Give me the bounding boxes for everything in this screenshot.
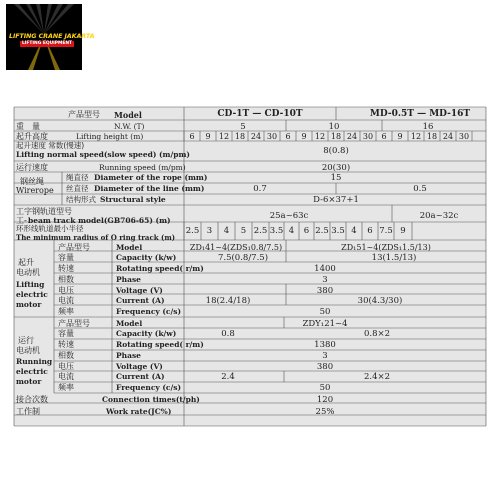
rope-diam-label-en: Diameter of the rope (mm) [94,173,208,182]
model-md: MD-0.5T — MD-16T [369,109,471,119]
work-value: 25% [315,407,335,417]
rm-voltage-label-cn: 电压 [58,362,74,371]
running-motor-en-2: electric [16,367,48,376]
struct-value: D-6×37+1 [313,195,359,205]
rm-phase-label-cn: 相数 [58,351,74,360]
ibeam-value-cd: 25a~63c [269,211,309,221]
rm-current-label-cn: 电流 [58,372,74,381]
rm-model: ZDY₁21~4 [302,319,348,329]
lm-current-cd: 18(2.4/18) [205,296,251,306]
run-speed-value: 20(30) [321,163,351,173]
lift-height-cell: 6 [285,132,291,141]
line-diam-value-md: 0.5 [413,184,427,194]
line-diam-label-en: Diameter of the line (mm) [94,184,205,193]
lm-model-label-en: Model [116,243,143,252]
lm-rot-label-cn: 转速 [58,264,74,273]
radius-cell: 4 [351,226,357,236]
rm-phase-label-en: Phase [116,351,141,360]
lm-voltage-label-en: Voltage (V) [116,286,163,295]
rm-rot-label-en: Rotating speed( r/m) [116,340,204,349]
line-diam-value-cd: 0.7 [253,184,267,194]
rm-phase: 3 [322,351,328,361]
company-logo [6,4,95,70]
running-motor-cn-2: 电动机 [16,346,40,355]
lift-height-cell: 24 [250,132,262,141]
lm-current-label-en: Current (A) [116,296,165,305]
weight-label-en: N.W. (T) [114,122,145,131]
lm-phase: 3 [322,275,328,285]
rm-rot-label-cn: 转速 [58,340,74,349]
lm-capacity-md: 13(1.5/13) [371,253,417,263]
running-motor-cn-1: 运行 [18,336,34,345]
lift-height-cell: 30 [362,132,374,141]
lifting-motor-en-1: Lifting [16,280,45,289]
lift-speed-label-cn: 起升速度 常数(慢速) [16,141,85,150]
rm-freq-label-cn: 频率 [58,383,74,392]
running-motor-en-1: Running [16,357,53,366]
lifting-motor-en-3: motor [16,300,42,309]
radius-cell: 7.5 [379,226,393,236]
model-label-en: Model [114,110,142,120]
lift-height-cell: 24 [442,132,454,141]
lm-voltage: 380 [316,286,334,296]
model-label-cn: 产品型号 [68,110,100,119]
rm-capacity-label-en: Capacity (k/w) [116,329,177,338]
lift-height-cell: 6 [189,132,195,141]
rm-model-label-cn: 产品型号 [58,319,90,328]
radius-label-cn: 环形线轨道最小半径 [16,224,84,233]
radius-label-en: The minimum radius of O ring track (m) [16,233,176,242]
weight-label-cn: 重 量 [16,122,40,131]
work-label-cn: 工作制 [16,407,40,416]
radius-cell: 6 [303,226,310,236]
weight-value-10: 10 [328,122,340,132]
rm-freq-label-en: Frequency (c/s) [116,383,181,392]
radius-cell: 3 [206,226,213,236]
lm-model-label-cn: 产品型号 [58,243,90,252]
ibeam-label-cn: 工字钢轨道型号 [16,207,72,216]
lm-freq-label-cn: 频率 [58,307,74,316]
lift-height-cell: 30 [458,132,470,141]
rm-model-label-en: Model [116,319,143,328]
lift-height-cell: 30 [266,132,278,141]
rm-current-cd: 2.4 [221,372,235,382]
lm-capacity-cd: 7.5(0.8/7.5) [217,253,269,263]
lm-phase-label-cn: 相数 [58,275,74,284]
lift-height-cell: 9 [205,132,211,141]
run-speed-label-en: Running speed (m/pm) [99,163,186,172]
work-label-en: Work rate(JC%) [106,407,172,416]
wirerope-label-en: Wirerope [16,186,54,195]
radius-cell: 2.5 [315,226,329,236]
rm-capacity-md: 0.8×2 [363,329,391,339]
struct-label-cn: 结构形式 [66,195,96,204]
lm-phase-label-en: Phase [116,275,141,284]
rope-diam-label-cn: 绳直径 [66,173,89,182]
spec-table [14,107,486,426]
weight-value-16: 16 [422,122,434,132]
radius-cell: 4 [288,226,295,236]
wirerope-label-cn: 钢丝绳 [20,177,44,186]
radius-cell: 6 [367,226,373,236]
lift-height-cell: 18 [234,132,246,141]
ibeam-label-cn2: 工- [16,216,27,225]
logo-subtitle: LIFTING EQUIPMENT [22,41,73,46]
lm-rot: 1400 [314,264,336,274]
radius-cell: 9 [400,226,406,236]
lm-current-md: 30(4.3/30) [357,296,403,306]
radius-cell: 3.5 [269,226,284,236]
line-diam-label-cn: 丝直径 [66,184,89,193]
lift-height-cell: 12 [218,132,230,141]
conn-label-cn: 接合次数 [16,395,48,404]
lm-freq-label-en: Frequency (c/s) [116,307,181,316]
radius-cell: 2.5 [185,226,200,236]
lift-height-cell: 18 [330,132,342,141]
rm-voltage-label-en: Voltage (V) [116,362,163,371]
running-motor-en-3: motor [16,377,42,386]
lift-height-label-en: Lifting height (m) [76,132,144,141]
conn-value: 120 [316,395,334,405]
radius-cell: 2.5 [253,226,268,236]
radius-cell: 3.5 [331,226,345,236]
rope-diam-value: 15 [330,173,342,183]
rm-current-md: 2.4×2 [363,372,391,382]
lifting-motor-cn-2: 电动机 [16,268,40,277]
lm-rot-label-en: Rotating speed( r/m) [116,264,204,273]
rm-current-label-en: Current (A) [116,372,165,381]
lift-height-label-cn: 起升高度 [16,132,48,141]
lift-height-cell: 18 [426,132,438,141]
lift-height-cell: 24 [346,132,358,141]
radius-cell: 4 [223,226,230,236]
logo-title: LIFTING CRANE JAKARTA [9,32,95,40]
lift-height-cell: 9 [301,132,307,141]
lm-freq: 50 [319,307,331,317]
lift-height-cell: 9 [397,132,403,141]
lift-speed-label-en: Lifting normal speed(slow speed) (m/pm) [16,150,190,159]
rm-capacity-cd: 0.8 [221,329,235,339]
lift-height-cell: 12 [410,132,422,141]
lifting-motor-cn-1: 起升 [18,258,34,267]
run-speed-label-cn: 运行速度 [16,163,48,172]
struct-label-en: Structural style [100,195,166,204]
lift-speed-value: 8(0.8) [323,146,349,156]
weight-value-5: 5 [240,122,246,132]
lm-model-cd: ZD₁41~4(ZDS₁0.8/7.5) [189,243,283,252]
ibeam-value-md: 20a~32c [419,211,459,221]
rm-capacity-label-cn: 容量 [58,329,74,338]
lm-capacity-label-en: Capacity (k/w) [116,253,177,262]
rm-freq: 50 [319,383,331,393]
lm-model-md: ZD₁51~4(ZDS₁1.5/13) [341,243,431,252]
radius-cell: 5 [240,226,247,236]
lm-current-label-cn: 电流 [58,296,74,305]
lm-capacity-label-cn: 容量 [58,253,74,262]
lm-voltage-label-cn: 电压 [58,286,74,295]
lift-height-cell: 12 [314,132,326,141]
ibeam-label-en: beam track model(GB706-65) (m) [28,216,171,225]
conn-label-en: Connection times(t/ph) [102,395,200,404]
lifting-motor-en-2: electric [16,290,48,299]
rm-voltage: 380 [316,362,334,372]
rm-rot: 1380 [314,340,336,350]
lift-height-cell: 6 [381,132,387,141]
model-cd: CD-1T — CD-10T [217,109,303,119]
